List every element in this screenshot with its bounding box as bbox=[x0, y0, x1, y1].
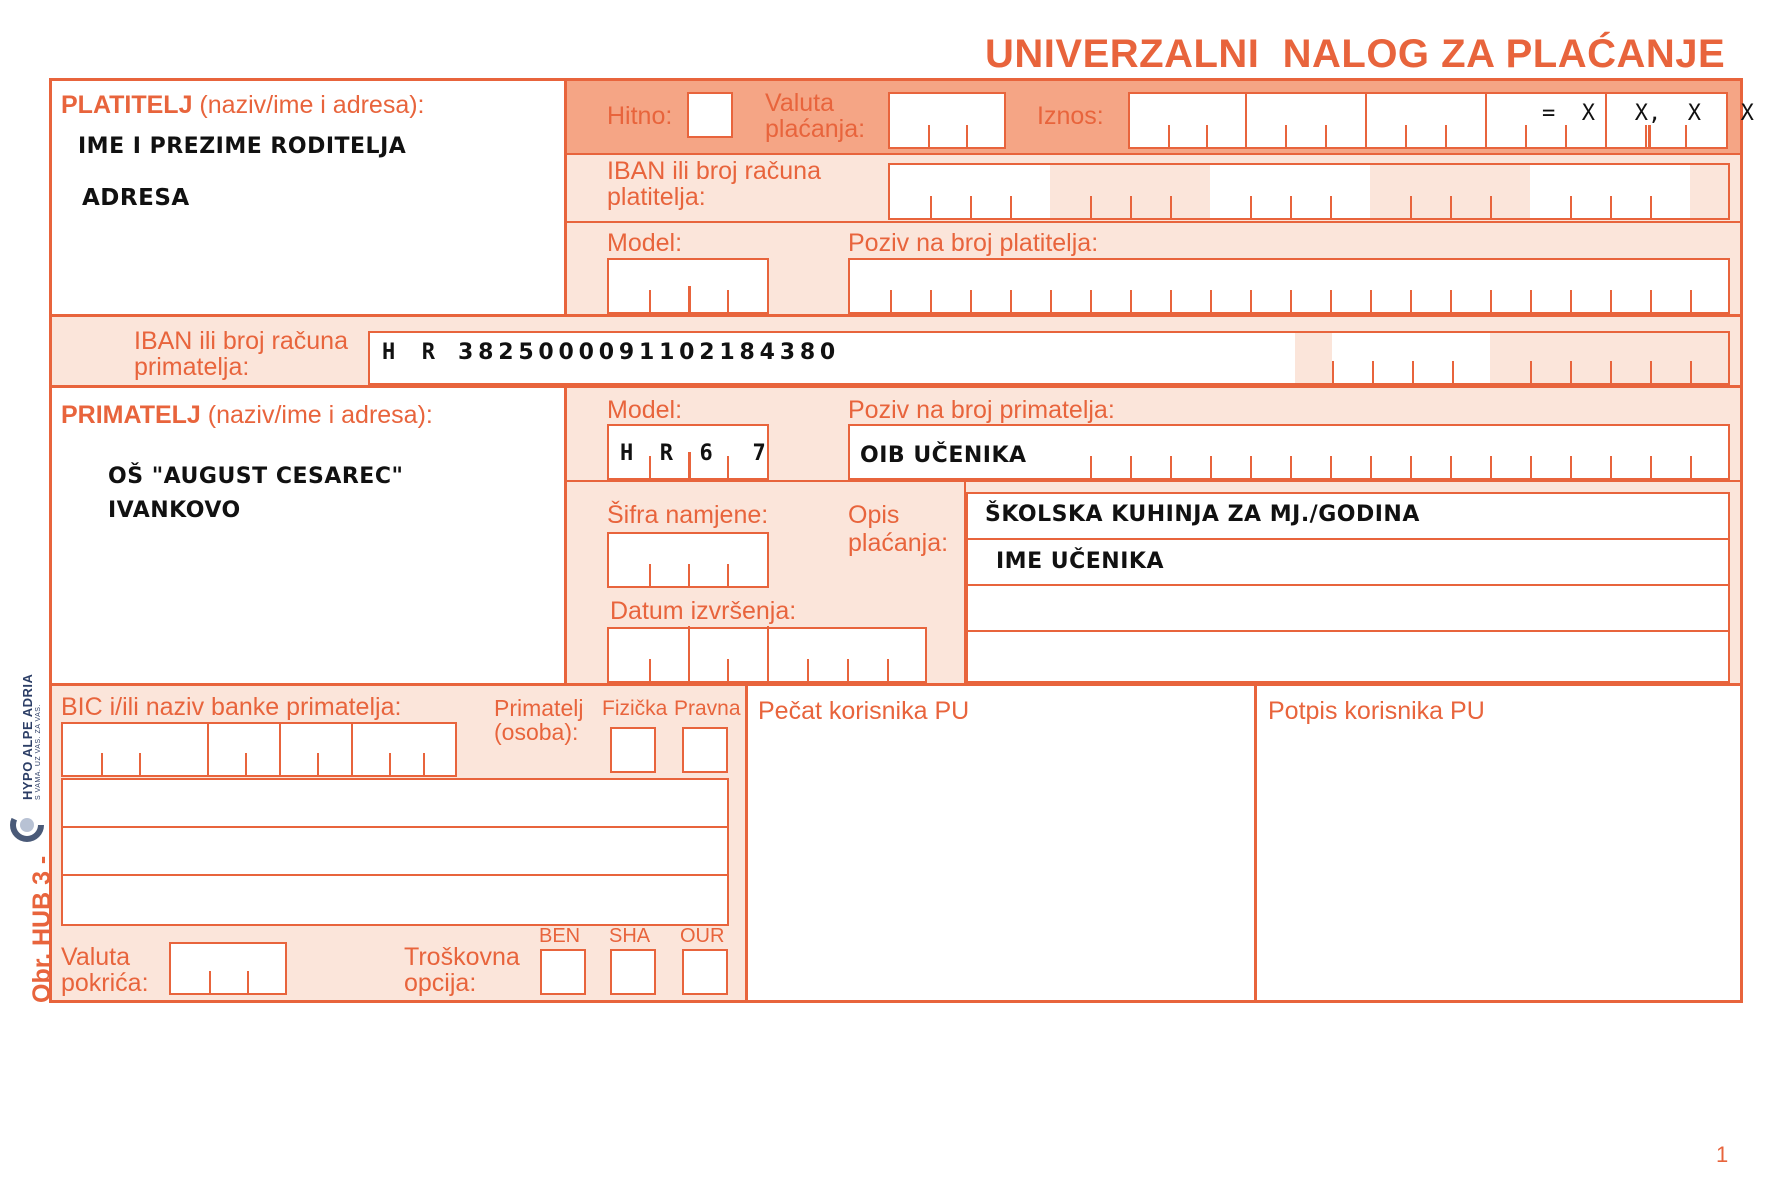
payment-description-text-1: ŠKOLSKA KUHINJA ZA MJ./GODINA bbox=[985, 502, 1420, 527]
page-number: 1 bbox=[1716, 1142, 1729, 1167]
legal-person-label: Pravna bbox=[674, 697, 741, 720]
execution-date-label: Datum izvršenja: bbox=[610, 597, 797, 625]
amount-value: = X X, X X bbox=[1542, 101, 1754, 126]
recipient-iban-value: 3825000091102184380 bbox=[458, 340, 841, 365]
cost-sha-checkbox[interactable] bbox=[610, 949, 656, 995]
payment-description-label: Opis plaćanja: bbox=[848, 501, 949, 558]
signature-area[interactable] bbox=[1257, 686, 1740, 1000]
form-title: UNIVERZALNI NALOG ZA PLAĆANJE bbox=[985, 32, 1726, 76]
recipient-city[interactable]: IVANKOVO bbox=[108, 498, 241, 523]
natural-person-checkbox[interactable] bbox=[610, 727, 656, 773]
cost-ben-checkbox[interactable] bbox=[540, 949, 586, 995]
urgent-label: Hitno: bbox=[607, 102, 673, 130]
recipient-iban-prefix: H R bbox=[382, 340, 435, 365]
bank-logo-icon bbox=[10, 808, 44, 842]
payer-name[interactable]: IME I PREZIME RODITELJA bbox=[78, 134, 407, 159]
payment-description-line-4[interactable] bbox=[966, 630, 1730, 683]
payer-iban-field[interactable] bbox=[888, 163, 1730, 220]
bank-name-line-2[interactable] bbox=[61, 826, 729, 876]
payer-heading: PLATITELJ (naziv/ime i adresa): bbox=[61, 91, 425, 119]
legal-person-checkbox[interactable] bbox=[682, 727, 728, 773]
recipient-ref-label: Poziv na broj primatelja: bbox=[848, 396, 1115, 424]
currency-field[interactable] bbox=[888, 92, 1006, 149]
bank-logo-text: HYPO ALPE ADRIA S VAMA. UZ VAS. ZA VAS. bbox=[20, 673, 42, 800]
purpose-code-field[interactable] bbox=[607, 532, 769, 588]
recipient-heading: PRIMATELJ (naziv/ime i adresa): bbox=[61, 401, 433, 429]
recipient-iban-label: IBAN ili broj računa primatelja: bbox=[134, 327, 348, 382]
cost-our-label: OUR bbox=[680, 925, 725, 947]
stamp-label: Pečat korisnika PU bbox=[758, 697, 970, 725]
recipient-type-label: Primatelj (osoba): bbox=[494, 695, 584, 746]
payment-description-text-2: IME UČENIKA bbox=[996, 549, 1164, 574]
payer-model-label: Model: bbox=[607, 229, 683, 257]
amount-label: Iznos: bbox=[1037, 102, 1104, 130]
payment-description-line-3[interactable] bbox=[966, 584, 1730, 632]
purpose-code-label: Šifra namjene: bbox=[607, 501, 769, 529]
recipient-name[interactable]: OŠ "AUGUST CESAREC" bbox=[108, 464, 404, 489]
cost-sha-label: SHA bbox=[609, 925, 651, 947]
recipient-ref-value: OIB UČENIKA bbox=[860, 443, 1027, 468]
bic-field[interactable] bbox=[61, 722, 457, 777]
bank-name-line-1[interactable] bbox=[61, 778, 729, 828]
urgent-checkbox[interactable] bbox=[687, 92, 733, 138]
payer-model-field[interactable] bbox=[607, 258, 769, 314]
payer-ref-field[interactable] bbox=[848, 258, 1730, 314]
cost-ben-label: BEN bbox=[539, 925, 581, 947]
bic-label: BIC i/ili naziv banke primatelja: bbox=[61, 693, 402, 721]
bank-name-line-3[interactable] bbox=[61, 874, 729, 926]
recipient-model-value: H R 6 7 bbox=[620, 441, 766, 466]
cover-currency-field[interactable] bbox=[169, 942, 287, 995]
payer-iban-label: IBAN ili broj računa platitelja: bbox=[607, 157, 821, 212]
execution-date-field[interactable] bbox=[607, 627, 927, 683]
payer-address[interactable]: ADRESA bbox=[82, 185, 190, 211]
cover-currency-label: Valuta pokrića: bbox=[61, 943, 149, 998]
form-code-label: Obr. HUB 3 - bbox=[28, 855, 56, 1003]
cost-option-label: Troškovna opcija: bbox=[404, 943, 520, 998]
stamp-area[interactable] bbox=[748, 686, 1254, 1000]
recipient-model-label: Model: bbox=[607, 396, 683, 424]
natural-person-label: Fizička bbox=[602, 697, 668, 720]
cost-our-checkbox[interactable] bbox=[682, 949, 728, 995]
payer-ref-label: Poziv na broj platitelja: bbox=[848, 229, 1099, 257]
currency-label: Valuta plaćanja: bbox=[765, 89, 866, 144]
signature-label: Potpis korisnika PU bbox=[1268, 697, 1485, 725]
